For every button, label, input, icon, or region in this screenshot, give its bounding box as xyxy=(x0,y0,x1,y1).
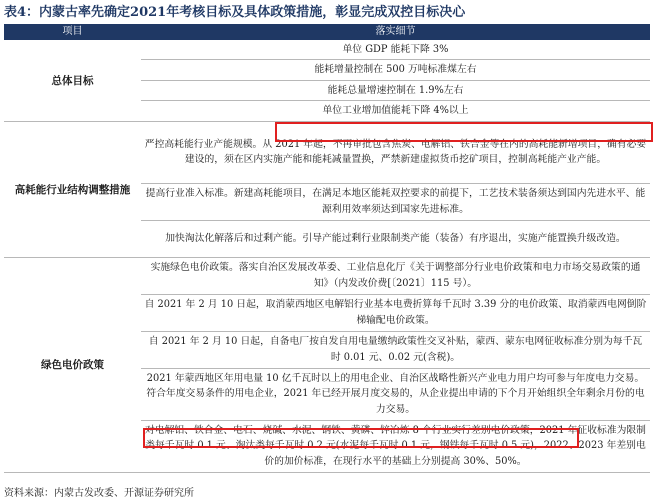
header-details: 落实细节 xyxy=(141,24,650,40)
detail-cell: 自 2021 年 2 月 10 日起，自备电厂按自发自用电量缴纳政策性交叉补贴，蒙西、蒙东电网征收标准分别为每千瓦时 0.01 元、0.02 元(含税)。 xyxy=(141,331,650,368)
detail-cell: 加快淘汰化解落后和过剩产能。引导产能过剩行业限制类产能（装备）有序退出，实施产能置换升级改造。 xyxy=(141,220,650,257)
detail-cell: 自 2021 年 2 月 10 日起，取消蒙西地区电解铝行业基本电费折算每千瓦时 3.39 分的电价政策、取消蒙西电网倒阶梯输配电价政策。 xyxy=(141,294,650,331)
detail-cell: 单位 GDP 能耗下降 3% xyxy=(141,40,650,60)
detail-cell: 严控高耗能行业产能规模。从 2021 年起，不再审批包含焦炭、电解铝、铁合金等在内的高耗能新增项目，确有必要建设的，须在区内实施产能和能耗减量置换，严禁新建虚拟货币挖矿项目，控制高耗能产业产能。 xyxy=(141,121,650,183)
detail-cell: 2021 年蒙西地区年用电量 10 亿千瓦时以上的用电企业、自治区战略性新兴产业电力用户均可参与年度电力交易。符合年度交易条件的用电企业，2021 年已经开展月度交易的，从企业提出申请的下个月开始组织全年剩余月份的电力交易。 xyxy=(141,368,650,420)
table-row xyxy=(4,257,650,294)
detail-cell: 提高行业准入标准。新建高耗能项目，在满足本地区能耗双控要求的前提下，工艺技术装备须达到国内先进水平、能源利用效率须达到国家先进标准。 xyxy=(141,183,650,220)
detail-cell: 单位工业增加值能耗下降 4%以上 xyxy=(141,101,650,121)
table-row xyxy=(4,40,650,60)
detail-cell: 对电解铝、铁合金、电石、烧碱、水泥、钢铁、黄磷、锌冶炼 8 个行业实行差别电价政策，2021 年征收标准为限制类每千瓦时 0.1 元、淘汰类每千瓦时 0.2 元(水泥每千瓦时 0.1 元，钢铁每千瓦时 0.5 元)，2022、2023 年差别电价的加价标准，在现行水平的基础上分别提高 30%、50%。 xyxy=(141,420,650,472)
category-overall-target: 总体目标 xyxy=(4,40,141,121)
detail-cell: 能耗总量增速控制在 1.9%左右 xyxy=(141,80,650,100)
table-title: 表4：内蒙古率先确定2021年考核目标及具体政策措施，彰显完成双控目标决心 xyxy=(4,5,466,20)
header-project: 项目 xyxy=(4,24,141,40)
category-high-energy-adjustment: 高耗能行业结构调整措施 xyxy=(4,121,141,257)
table-row xyxy=(4,121,650,183)
detail-cell: 实施绿色电价政策。落实自治区发展改革委、工业信息化厅《关于调整部分行业电价政策和电力市场交易政策的通知》（内发改价费[〔2021〕115 号）。 xyxy=(141,257,650,294)
source-note: 资料来源：内蒙古发改委、开源证券研究所 xyxy=(4,488,194,499)
category-green-power-price: 绿色电价政策 xyxy=(4,257,141,472)
detail-cell: 能耗增量控制在 500 万吨标准煤左右 xyxy=(141,60,650,80)
policy-table xyxy=(4,24,650,473)
table-header-row xyxy=(4,24,650,40)
